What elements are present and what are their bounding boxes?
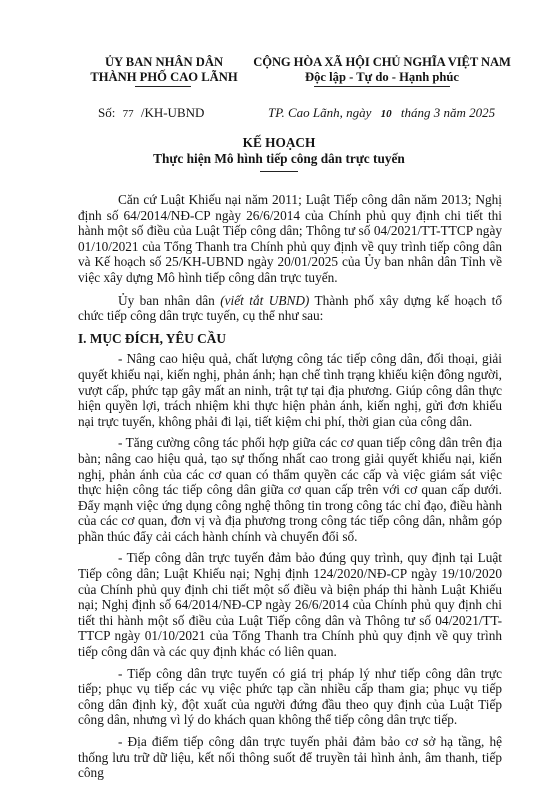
intro-abbreviation: (viết tắt UBND) bbox=[220, 292, 310, 308]
document-body bbox=[78, 192, 502, 787]
list-item: - Tiếp công dân trực tuyến đảm bảo đúng quy trình, quy định tại Luật Tiếp công dân; Luật Khiếu nại; Nghị định 124/2020/NĐ-CP ngày 19/10/2020 của Chính phủ quy định chi tiết một số điều và biện pháp thi hành Luật Khiếu nại; Nghị định số 64/2014/NĐ-CP ngày 26/6/2014 của Chính phủ quy định chi tiết thi hành một số điều của Luật Tiếp công dân và Thông tư số 04/2021/TT-TTCP ngày 01/10/2021 của Tổng Thanh tra Chính phủ quy định về quy trình tiếp công dân và các quy định khác có liên quan. bbox=[78, 550, 502, 660]
national-heading bbox=[243, 55, 521, 84]
list-item: - Địa điểm tiếp công dân trực tuyến phải đảm bảo cơ sở hạ tầng, hệ thống lưu trữ dữ liệu, kết nối thông suốt để truyền tải hình ảnh, âm thanh, tiếp công bbox=[78, 734, 502, 781]
title-underline bbox=[260, 171, 298, 172]
doc-number-value: 77 bbox=[122, 108, 134, 120]
document-number bbox=[98, 105, 204, 121]
doc-number-prefix: Số: bbox=[98, 105, 116, 120]
list-item: - Tiếp công dân trực tuyến có giá trị pháp lý như tiếp công dân trực tiếp; phục vụ tiếp các vụ việc phức tạp cần nhiều cấp tham gia; phục vụ tiếp công dân định kỳ, đột xuất của người đứng đầu theo quy định của Luật Tiếp công dân, nhưng vì lý do khách quan không thể tiếp công dân trực tiếp. bbox=[78, 665, 502, 728]
section-heading: I. MỤC ĐÍCH, YÊU CẦU bbox=[78, 330, 226, 346]
list-item: - Tăng cường công tác phối hợp giữa các cơ quan tiếp công dân trên địa bàn; nâng cao hiệu quả, tạo sự thống nhất cao trong giải quyết khiếu nại, kiến nghị, phản ánh của các cơ quan có thẩm quyền các cấp và việc giám sát việc thực hiện công tác tiếp công dân giữa cơ quan cấp trên với cơ quan cấp dưới. Đẩy mạnh việc ứng dụng công nghệ thông tin trong công tác chỉ đạo, điều hành của các cơ quan, đơn vị và địa phương trong công tác tiếp công dân, nhằm góp phần thúc đẩy cải cách hành chính và chuyển đổi số. bbox=[78, 435, 502, 544]
date-day: 10 bbox=[380, 108, 392, 120]
nation-name: CỘNG HÒA XÃ HỘI CHỦ NGHĨA VIỆT NAM bbox=[253, 55, 511, 69]
agency-line-2: THÀNH PHỐ CAO LÃNH bbox=[90, 69, 238, 84]
place-prefix: TP. Cao Lãnh, ngày bbox=[268, 105, 372, 120]
intro-start: Ủy ban nhân dân bbox=[118, 292, 215, 308]
place-and-date bbox=[268, 105, 495, 121]
list-item: - Nâng cao hiệu quả, chất lượng công tác tiếp công dân, đối thoại, giải quyết khiếu nại, kiến nghị, phản ánh; hạn chế tình trạng khiếu kiện đông người, vượt cấp, phức tạp gây mất an ninh, trật tự tại địa phương. Giúp công dân thực hiện quyền lợi, trách nhiệm khi thực hiện phản ánh, kiến nghị, gửi đơn khiếu nại trực tuyến, không phải đi lại, tiết kiệm chi phí, thời gian của công dân. bbox=[78, 351, 502, 429]
agency-underline bbox=[135, 86, 191, 87]
date-suffix: tháng 3 năm 2025 bbox=[400, 105, 496, 120]
motto-underline bbox=[314, 86, 450, 87]
issuing-agency bbox=[78, 55, 250, 84]
doc-number-suffix: /KH-UBND bbox=[140, 105, 205, 120]
intro-paragraph bbox=[78, 293, 502, 324]
document-type: KẾ HOẠCH bbox=[242, 135, 316, 150]
agency-line-1: ỦY BAN NHÂN DÂN bbox=[104, 55, 224, 69]
national-motto: Độc lập - Tự do - Hạnh phúc bbox=[305, 69, 459, 84]
intro-end: Thành phố xây dựng kế hoạch tổ chức tiếp công dân trực tuyến, cụ thể như sau: bbox=[78, 292, 503, 324]
legal-basis-paragraph: Căn cứ Luật Khiếu nại năm 2011; Luật Tiếp công dân năm 2013; Nghị định số 64/2014/NĐ-CP ngày 26/6/2014 của Chính phủ quy định chi tiết thi hành một số điều của Luật Tiếp công dân; Thông tư số 04/2021/TT-TTCP ngày 01/10/2021 của Tổng Thanh tra Chính phủ quy định về quy trình tiếp công dân và Kế hoạch số 25/KH-UBND ngày 20/01/2025 của Ủy ban nhân dân Tỉnh về việc xây dựng Mô hình tiếp công dân trực tuyến. bbox=[78, 192, 502, 285]
document-subject: Thực hiện Mô hình tiếp công dân trực tuyến bbox=[153, 151, 405, 166]
